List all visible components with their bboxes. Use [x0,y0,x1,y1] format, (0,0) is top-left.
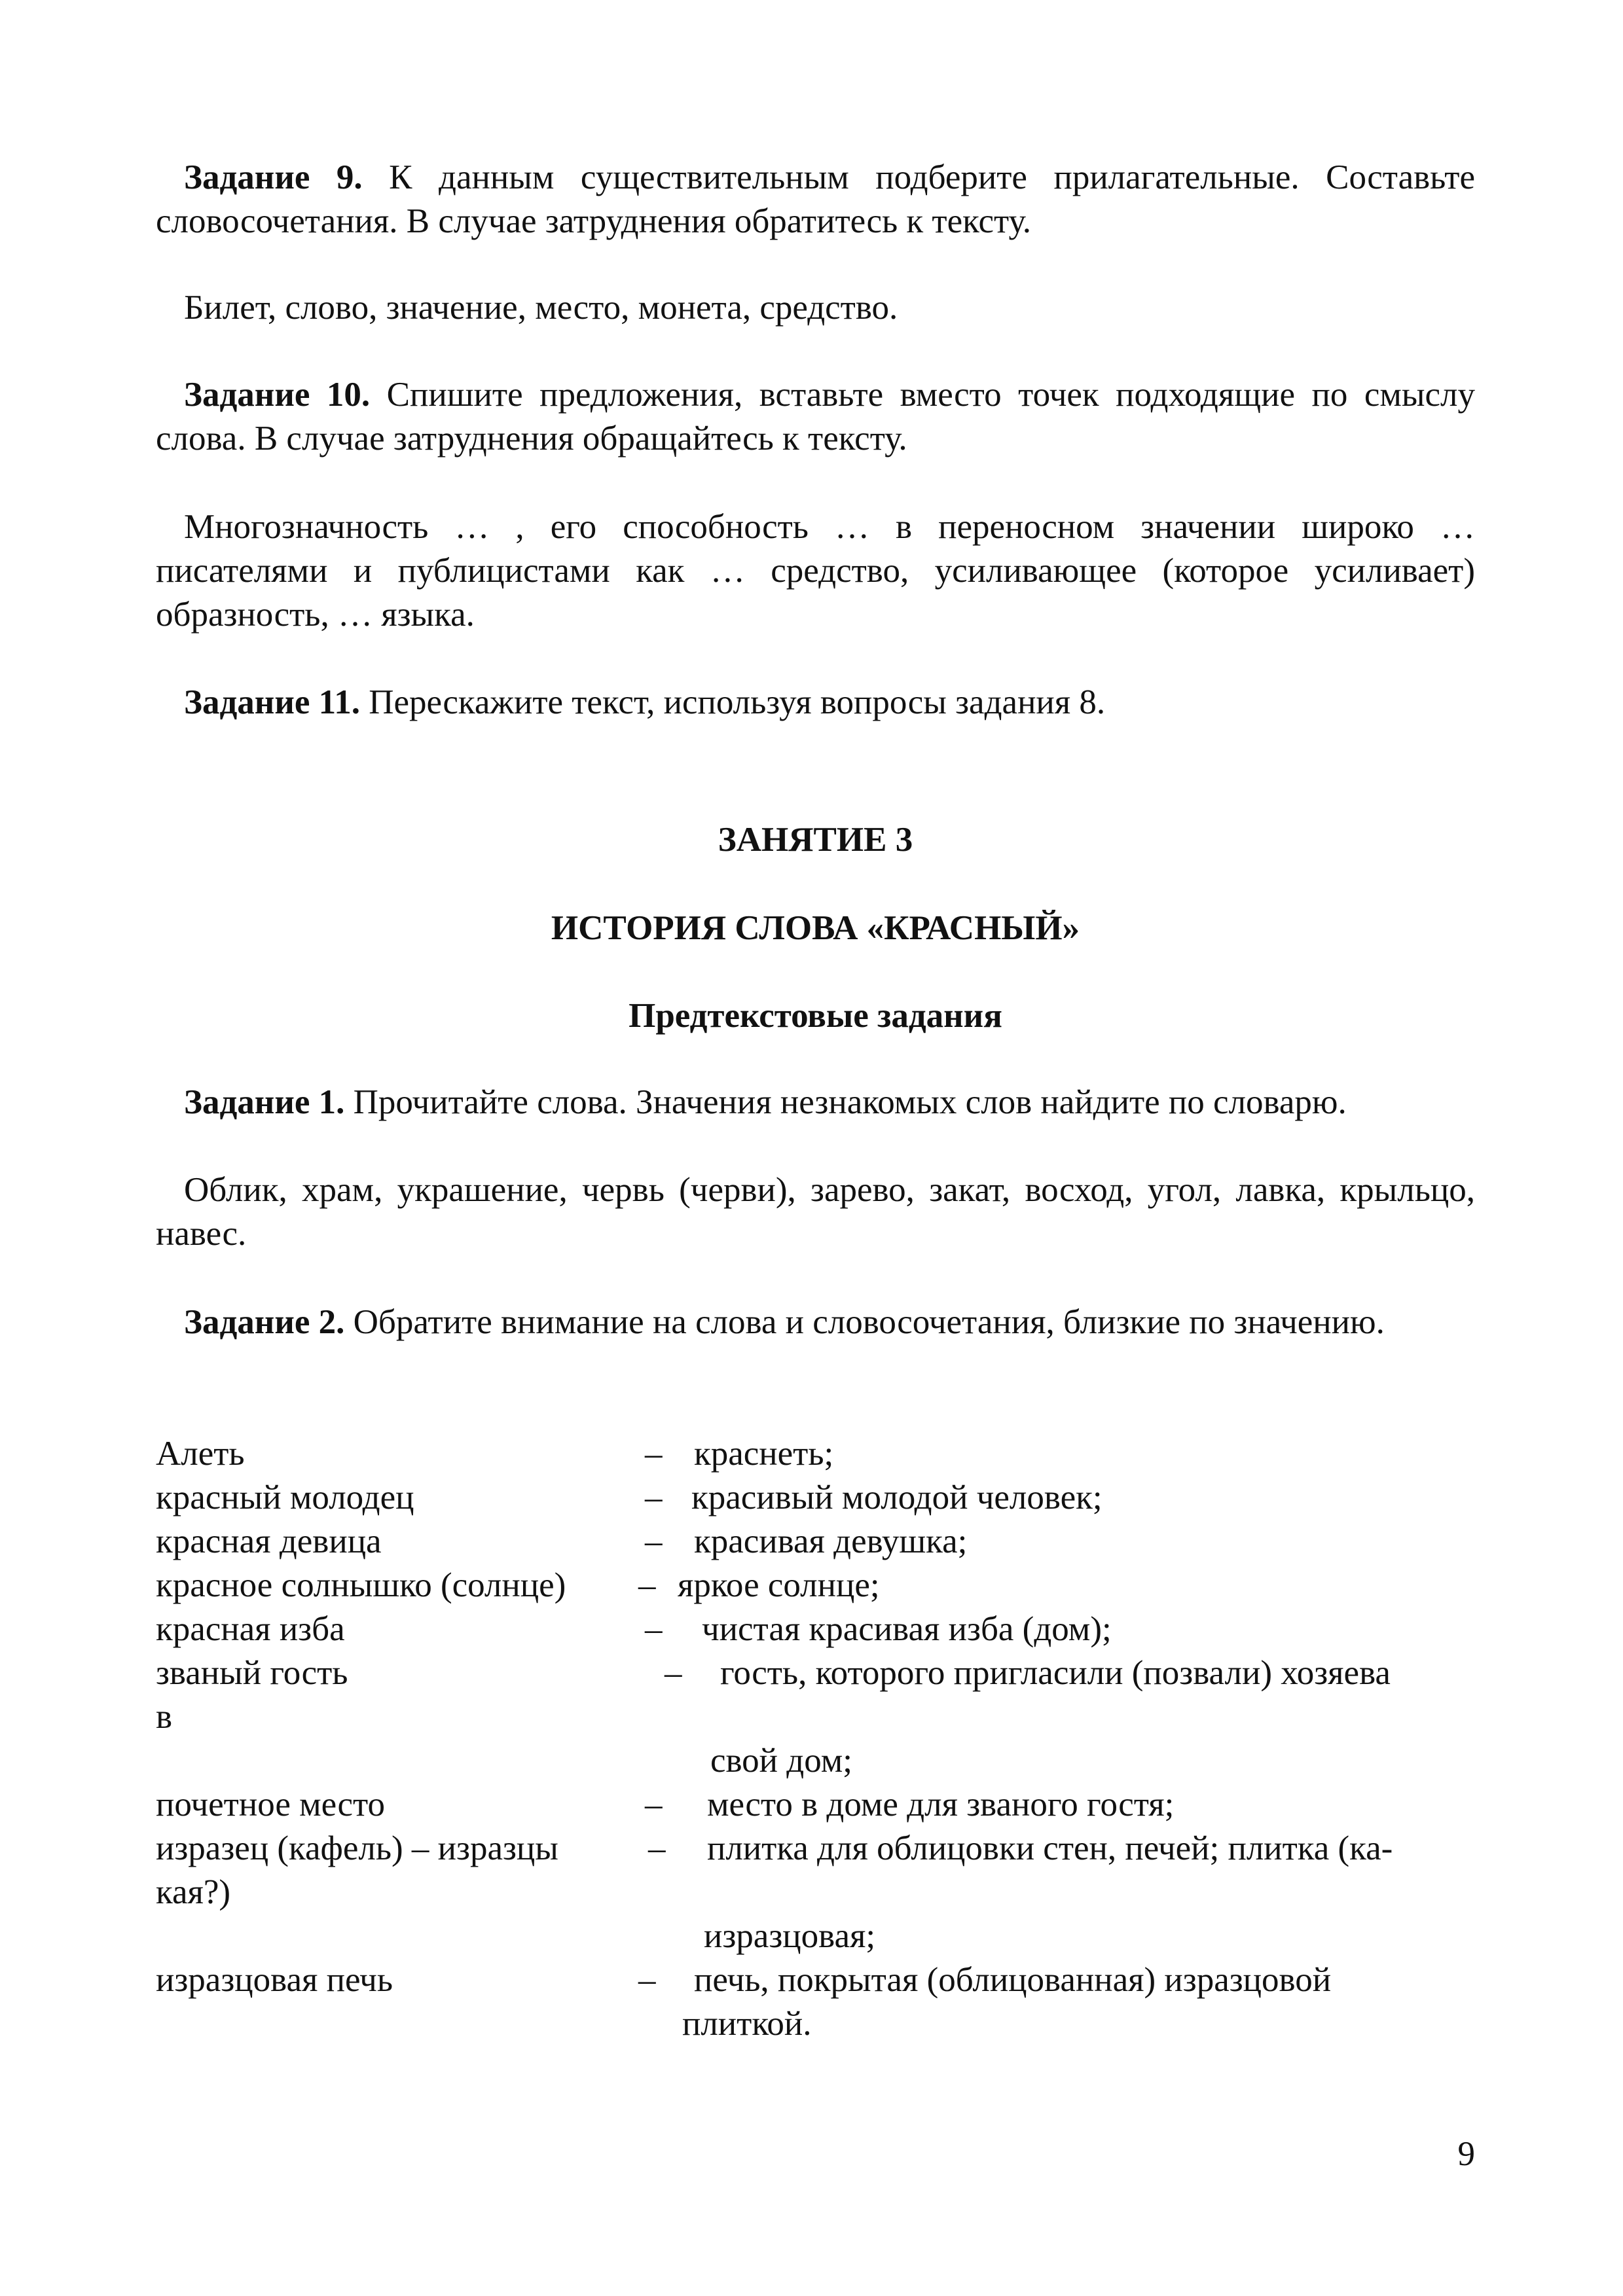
vocab-dash: – [665,1654,682,1692]
section-subtitle: Предтекстовые задания [629,997,1002,1035]
vocab-term: красное солнышко (солнце) [156,1566,566,1604]
task-9-instruction [156,156,1475,243]
vocab-definition: красивый молодой человек; [691,1479,1103,1516]
task-9 [156,156,1475,243]
vocab-dash: – [645,1522,663,1560]
task-9-label: Задание 9. [184,158,363,196]
vocab-dash: – [638,1961,656,1999]
vocab-continuation: свой дом; [710,1742,853,1780]
vocab-dash: – [645,1610,663,1648]
task-10-exercise: Многозначность … , его способность … в переносном значении широко … писателями и публицистами как … средство, усиливающее (которое усиливает) образность, … языка. [156,508,1475,634]
task-11 [156,681,1475,725]
task-9-words: Билет, слово, значение, место, монета, средство. [184,289,898,327]
task-9-text: К данным существительным подберите прилагательные. Составьте словосочетания. В случае затруднения обратитесь к тексту. [156,158,1475,240]
vocab-definition: плитка для облицовки стен, печей; плитка (ка- [707,1829,1393,1867]
vocab-definition: печь, покрытая (облицованная) изразцовой [694,1961,1332,1999]
vocab-term: Алеть [156,1435,245,1473]
task-2-label: Задание 2. [184,1303,345,1341]
vocab-overflow: кая?) [156,1873,231,1911]
vocab-definition: красивая девушка; [694,1522,968,1560]
vocab-dash: – [638,1566,656,1604]
task-11-instruction [156,681,1475,725]
task-10-text: Спишите предложения, вставьте вместо точек подходящие по смыслу слова. В случае затруднения обращайтесь к тексту. [156,376,1475,457]
task-1-words: Облик, храм, украшение, червь (черви), зарево, закат, восход, угол, лавка, крыльцо, навес. [156,1171,1475,1253]
vocab-continuation: изразцовая; [704,1917,876,1955]
vocab-definition: краснеть; [694,1435,834,1473]
vocab-term: изразец (кафель) – изразцы [156,1829,558,1867]
vocab-term: званый гость [156,1654,348,1692]
task-2-text: Обратите внимание на слова и словосочетания, близкие по значению. [344,1303,1385,1341]
task-11-label: Задание 11. [184,683,360,721]
task-9-words-block [156,286,1475,330]
vocab-term: красный молодец [156,1479,414,1516]
task-10 [156,373,1475,461]
task-1-words-block [156,1168,1475,1256]
task-1-instruction [156,1081,1475,1124]
vocab-definition: гость, которого пригласили (позвали) хозяева [720,1654,1391,1692]
task-1-text: Прочитайте слова. Значения незнакомых слов найдите по словарю. [344,1083,1347,1121]
task-1 [156,1081,1475,1124]
vocab-term: изразцовая печь [156,1961,393,1999]
lesson-number: ЗАНЯТИЕ 3 [718,821,913,859]
lesson-title: ИСТОРИЯ СЛОВА «КРАСНЫЙ» [551,909,1080,947]
vocab-overflow: в [156,1698,173,1736]
vocab-definition: яркое солнце; [678,1566,880,1604]
vocab-term: красная изба [156,1610,345,1648]
task-2 [156,1300,1475,1344]
vocab-dash: – [645,1435,663,1473]
task-2-instruction [156,1300,1475,1344]
task-10-label: Задание 10. [184,376,371,414]
task-10-instruction [156,373,1475,461]
task-1-label: Задание 1. [184,1083,345,1121]
vocab-continuation: плиткой. [682,2005,812,2043]
vocab-definition: чистая красивая изба (дом); [702,1610,1112,1648]
page-number: 9 [1457,2135,1475,2173]
task-10-exercise-block [156,505,1475,637]
vocab-term: красная девица [156,1522,382,1560]
vocab-term: почетное место [156,1785,385,1823]
vocab-dash: – [648,1829,666,1867]
vocab-dash: – [645,1785,663,1823]
task-11-text: Перескажите текст, используя вопросы задания 8. [359,683,1106,721]
vocab-definition: место в доме для званого гостя; [707,1785,1175,1823]
vocab-dash: – [645,1479,663,1516]
